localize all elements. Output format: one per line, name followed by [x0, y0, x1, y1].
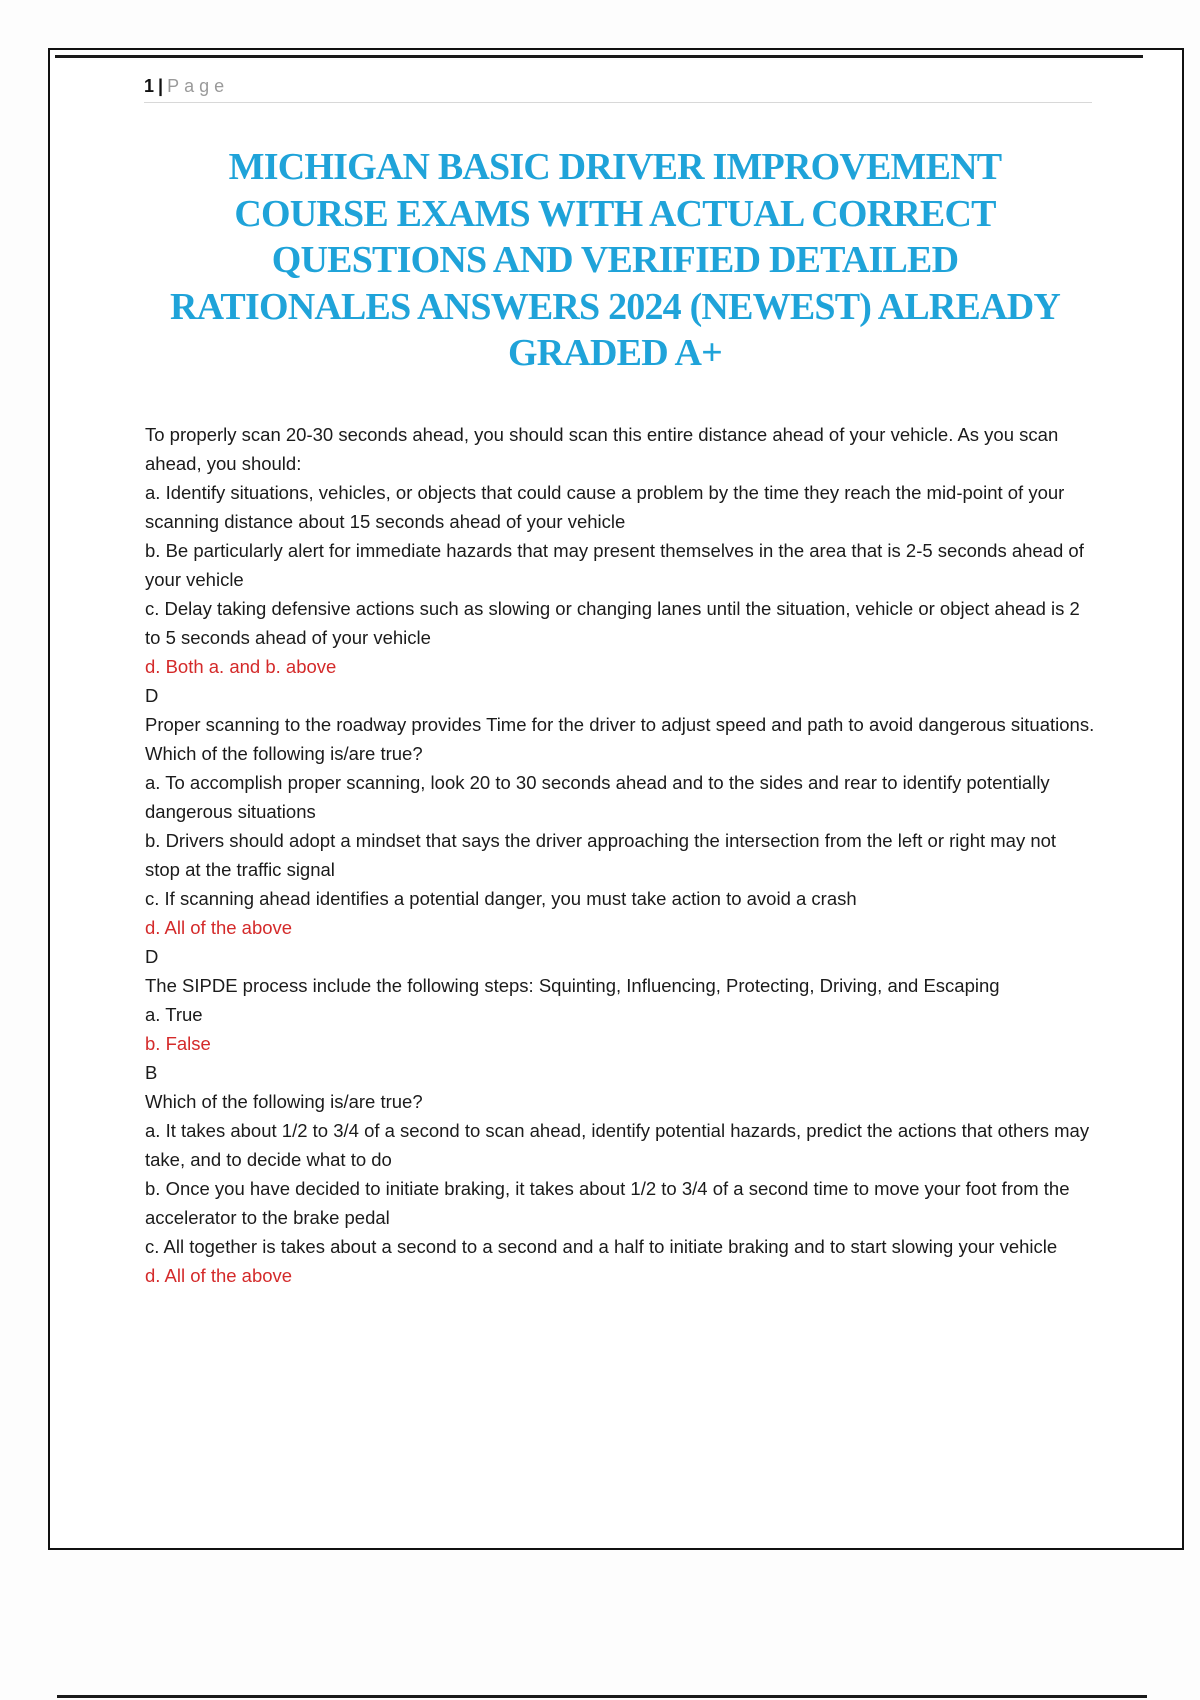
- option-a: a. It takes about 1/2 to 3/4 of a second to scan ahead, identify potential hazards, predict the actions that others may take, and to decide what to do: [145, 1120, 1090, 1170]
- question-block-4: [145, 1087, 1095, 1290]
- answer-key: D: [145, 946, 159, 967]
- question-text: To properly scan 20-30 seconds ahead, you should scan this entire distance ahead of your vehicle. As you scan ahead, you should:: [145, 424, 1059, 474]
- question-text: The SIPDE process include the following steps: Squinting, Influencing, Protecting, Driving, and Escaping: [145, 975, 1000, 996]
- option-a: a. True: [145, 1004, 203, 1025]
- option-c: c. All together is takes about a second to a second and a half to initiate braking and to start slowing your vehicle: [145, 1236, 1058, 1257]
- title-line: QUESTIONS AND VERIFIED DETAILED: [271, 239, 959, 281]
- option-d-correct: d. All of the above: [145, 917, 293, 938]
- option-b: b. Be particularly alert for immediate hazards that may present themselves in the area that is 2-5 seconds ahead of your vehicle: [145, 540, 1084, 590]
- option-a: a. Identify situations, vehicles, or objects that could cause a problem by the time they reach the mid-point of your scanning distance about 15 seconds ahead of your vehicle: [145, 482, 1065, 532]
- option-c: c. Delay taking defensive actions such as slowing or changing lanes until the situation, vehicle or object ahead is 2 to 5 seconds ahead of your vehicle: [145, 598, 1080, 648]
- answer-key: B: [145, 1062, 158, 1083]
- option-a: a. To accomplish proper scanning, look 20 to 30 seconds ahead and to the sides and rear to identify potentially dangerous situations: [145, 772, 1050, 822]
- option-d-correct: d. All of the above: [145, 1265, 293, 1286]
- option-b: b. Drivers should adopt a mindset that says the driver approaching the intersection from the left or right may not stop at the traffic signal: [145, 830, 1057, 880]
- document-title: [140, 144, 1090, 377]
- question-text: Proper scanning to the roadway provides Time for the driver to adjust speed and path to avoid dangerous situations. Which of the following is/are true?: [145, 714, 1095, 764]
- option-b: b. Once you have decided to initiate braking, it takes about 1/2 to 3/4 of a second time to move your foot from the accelerator to the brake pedal: [145, 1178, 1070, 1228]
- page-separator: |: [158, 76, 164, 96]
- questions-content: [145, 420, 1095, 1290]
- page-header: [144, 72, 1092, 103]
- top-rule-divider: [55, 55, 1143, 58]
- title-line: RATIONALES ANSWERS 2024 (NEWEST) ALREADY: [169, 285, 1061, 328]
- question-block-3: [145, 971, 1095, 1087]
- page-number: 1: [144, 76, 155, 96]
- title-line: GRADED A+: [508, 332, 722, 374]
- bottom-rule-divider: [57, 1695, 1147, 1698]
- question-block-2: [145, 710, 1095, 971]
- question-text: Which of the following is/are true?: [145, 1091, 423, 1112]
- option-c: c. If scanning ahead identifies a potential danger, you must take action to avoid a crash: [145, 888, 857, 909]
- option-b-correct: b. False: [145, 1033, 211, 1054]
- option-d-correct: d. Both a. and b. above: [145, 656, 337, 677]
- title-line: COURSE EXAMS WITH ACTUAL CORRECT: [234, 192, 996, 235]
- question-block-1: [145, 420, 1095, 710]
- page-label: Page: [167, 76, 230, 96]
- title-line: MICHIGAN BASIC DRIVER IMPROVEMENT: [228, 146, 1002, 188]
- answer-key: D: [145, 685, 159, 706]
